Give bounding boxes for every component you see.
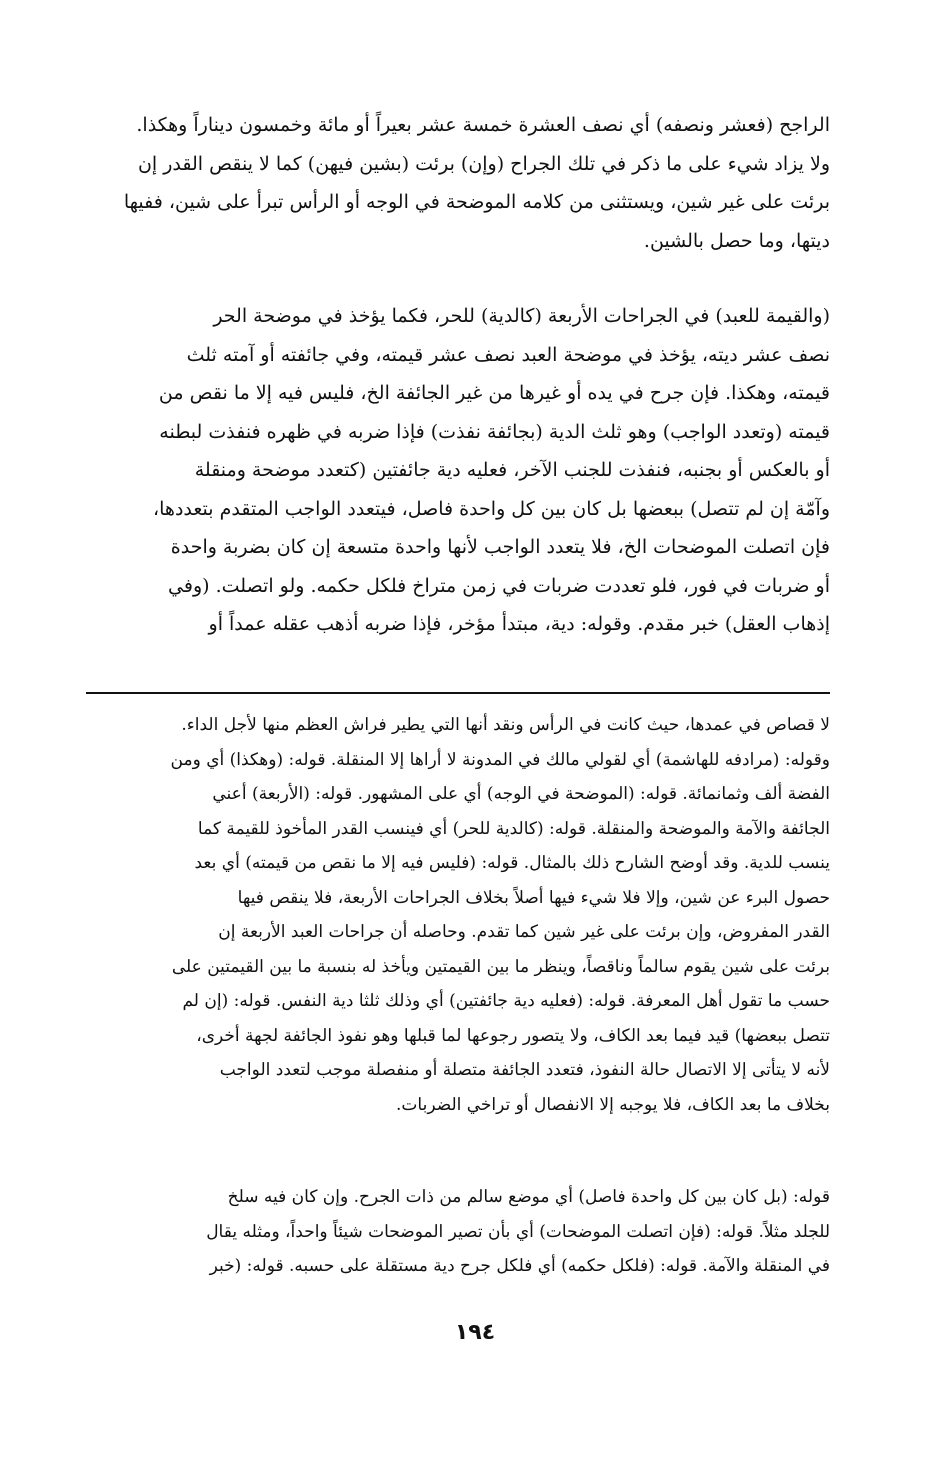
footnote-line: الجائفة والآمة والموضحة والمنقلة. قوله: (كالدية للحر) أي فينسب القدر المأخوذ للقيمة كما — [197, 818, 830, 839]
footnote-line: الفضة ألف وثمانمائة. قوله: (الموضحة في الوجه) أي على المشهور. قوله: (الأربعة) أعني — [212, 784, 830, 804]
text-line: أو ضربات في فور، فلو تعددت ضربات في زمن متراخ فلكل حكمه. ولو اتصلت. (وفي — [168, 574, 830, 597]
text-line: برئت على غير شين، ويستثنى من كلامه الموضحة في الوجه أو الرأس تبرأ على شين، ففيها — [123, 191, 830, 213]
footnote-line: لا قصاص في عمدها، حيث كانت في الرأس ونقد أنها التي يطير فراش العظم منها لأجل الداء. — [181, 715, 830, 735]
footnote-paragraph-1 — [86, 708, 830, 1122]
text-line: ولا يزاد شيء على ما ذكر في تلك الجراح (وإن) برئت (بشين فيهن) كما لا ينقص القدر إن — [137, 152, 830, 175]
footnote-line: حسب ما تقول أهل المعرفة. قوله: (فعليه دية جائفتين) أي وذلك ثلثا دية النفس. قوله: (إن لم — [182, 991, 830, 1011]
footnote-line: القدر المفروض، وإن برئت على غير شين كما تقدم. وحاصله أن جراحات العبد الأربعة إن — [218, 922, 830, 942]
footnote-line: للجلد مثلاً. قوله: (فإن اتصلت الموضحات) أي بأن تصير الموضحات شيئاً واحداً، ومثله يقال — [206, 1221, 830, 1242]
footnote-line: تتصل ببعضها) قيد فيما بعد الكاف، ولا يتصور رجوعها لما قبلها وهو نفوذ الجائفة لجهة أخرى، — [196, 1025, 830, 1046]
text-line: قيمته (وتعدد الواجب) وهو ثلث الدية (بجائفة نفذت) فإذا ضربه في ظهره فنفذت لبطنه — [159, 420, 830, 443]
text-line: قيمته، وهكذا. فإن جرح في يده أو غيرها من غير الجائفة الخ، فليس فيه إلا ما نقص من — [158, 382, 830, 404]
main-paragraph-2 — [86, 297, 830, 644]
main-paragraph-1 — [86, 106, 830, 260]
page-number: ١٩٤ — [454, 1320, 496, 1345]
text-line: إذهاب العقل) خبر مقدم. وقوله: دية، مبتدأ مؤخر، فإذا ضربه أذهب عقله عمداً أو — [208, 613, 830, 635]
footnote-line: لأنه لا يتأتى إلا الاتصال حالة النفوذ، فتعدد الجائفة متصلة أو منفصلة موجب لتعدد الواجب — [219, 1060, 830, 1080]
text-line: نصف عشر ديته، يؤخذ في موضحة العبد نصف عشر قيمته، وفي جائفته أو آمته ثلث — [186, 343, 830, 366]
footnote-paragraph-2 — [86, 1180, 830, 1284]
text-line: (والقيمة للعبد) في الجراحات الأربعة (كالدية) للحر، فكما يؤخذ في موضحة الحر — [213, 305, 830, 327]
footnote-line: في المنقلة والآمة. قوله: (فلكل حكمه) أي فلكل جرح دية مستقلة على حسبه. قوله: (خبر — [209, 1256, 830, 1276]
text-line: وآمّة إن لم تتصل) ببعضها بل كان بين كل واحدة فاصل، فيتعدد الواجب المتقدم بتعددها، — [153, 497, 830, 520]
footnote-line: وقوله: (مرادفه للهاشمة) أي لقولي مالك في المدونة لا أراها إلا المنقلة. قوله: (وهكذا) أي ومن — [170, 749, 830, 770]
footnote-line: قوله: (بل كان بين كل واحدة فاصل) أي موضع سالم من ذات الجرح. وإن كان فيه سلخ — [227, 1187, 830, 1207]
footnote-line: ينسب للدية. وقد أوضح الشارح ذلك بالمثال. قوله: (فليس فيه إلا ما نقص من قيمته) أي بعد — [194, 853, 830, 873]
footnote-line: برئت على شين يقوم سالماً وناقصاً، وينظر ما بين القيمتين ويأخذ له بنسبة ما بين القيمتين على — [171, 956, 830, 977]
text-line: الراجح (فعشر ونصفه) أي نصف العشرة خمسة عشر بعيراً أو مائة وخمسون ديناراً وهكذا. — [136, 114, 830, 136]
text-line: أو بالعكس أو بجنبه، فنفذت للجنب الآخر، فعليه دية جائفتين (كتعدد موضحة ومنقلة — [194, 459, 830, 481]
footnote-line: حصول البرء عن شين، وإلا فلا شيء فيها أصلاً بخلاف الجراحات الأربعة، فلا ينقص فيها — [237, 887, 830, 908]
text-line: ديتها، وما حصل بالشين. — [643, 229, 830, 252]
text-line: فإن اتصلت الموضحات الخ، فلا يتعدد الواجب لأنها واحدة متسعة إن كان بضربة واحدة — [170, 536, 830, 558]
footnote-line: بخلاف ما بعد الكاف، فلا يوجبه إلا الانفصال أو تراخي الضربات. — [396, 1094, 830, 1115]
footnote-divider — [86, 692, 830, 694]
